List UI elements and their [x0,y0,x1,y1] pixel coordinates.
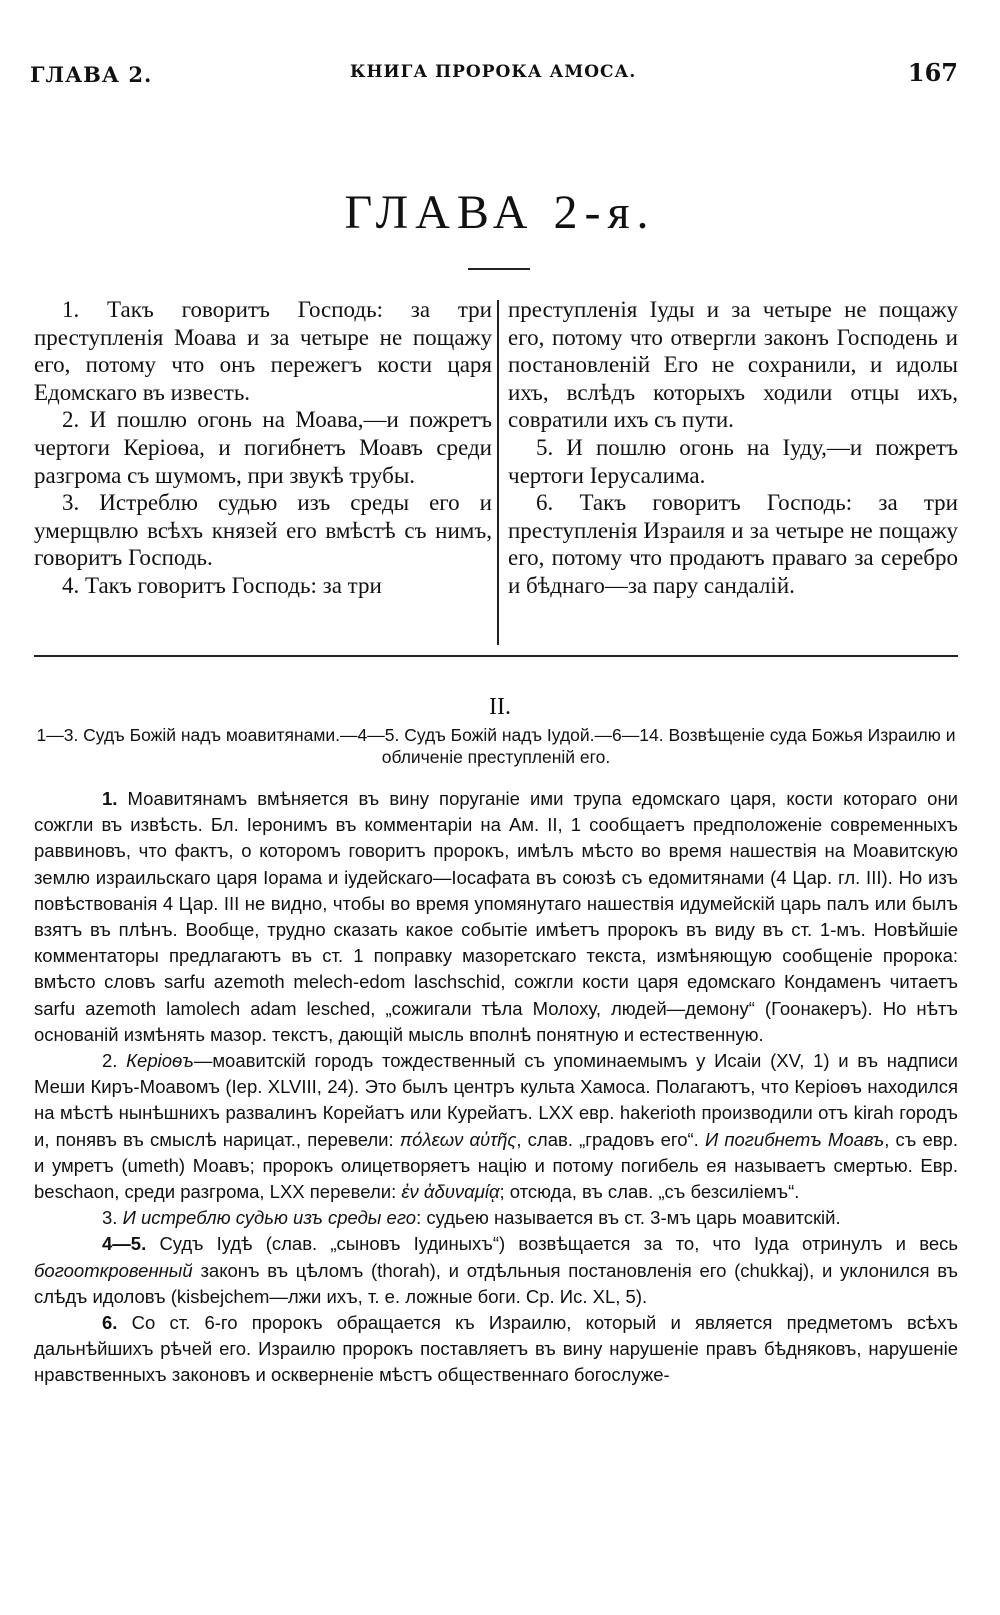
commentary-text: , съ евр. и умретъ (umeth) Моавъ; пророкъ олицетворяетъ націю и потому погибель ея называетъ смертью. Евр. beschaon, среди разгрома, LXX перевели: [34,1128,958,1203]
verse-3: 3. Истреблю судью изъ среды его и умерщвлю всѣхъ князей его вмѣстѣ съ нимъ, говоритъ Господь. [34,490,492,571]
running-head-book-title: КНИГА ПРОРОКА АМОСА. [350,62,637,82]
commentary-text: , слав. „градовъ его“. [516,1128,705,1150]
scripture-bottom-rule [34,655,958,657]
commentary-text: Судъ Іудѣ (слав. „сыновъ Іудиныхъ“) возвѣщается за то, что Іуда отринулъ и весь [159,1233,958,1255]
commentary-quote: И истреблю судью изъ среды его [122,1207,417,1229]
commentary [34,786,958,1389]
commentary-verse-2 [34,1048,958,1205]
commentary-text: —моавитскій городъ тождественный съ упоминаемымъ у Исаіи (XV, 1) и въ надписи Меши Киръ-Моавомъ (Іер. XLVIII, 24). Это былъ центръ культа Хамоса. Полагаютъ, что Керіоѳъ находился на мѣстѣ нынѣшнихъ развалинъ Корейатъ или Курейатъ. LXX евр. hakerioth производили отъ kirah городъ и, понявъ въ смыслѣ нарицат., перевели: [34,1050,958,1150]
running-head-chapter: ГЛАВА 2. [30,62,153,87]
commentary-verse-number: 1. [102,788,118,809]
commentary-verse-number: 6. [102,1312,118,1334]
verse-4-start: 4. Такъ говоритъ Господь: за три [62,572,382,598]
commentary-verse-4-5 [34,1231,958,1310]
running-head [30,58,958,92]
section-number: II. [489,694,511,720]
commentary-verse-number: 3. [102,1207,118,1229]
verse-5: 5. И пошлю огонь на Іуду,—и пожретъ чертоги Іерусалима. [508,434,958,488]
commentary-verse-6 [34,1310,958,1389]
greek-text: ἐν ἀδυναμίᾳ [401,1181,500,1203]
verse-4-continued: преступленія Іуды и за четыре не пощажу его, потому что отвергли законъ Господень и постановленій Его не сохранили, и идолы ихъ, вслѣдъ которыхъ ходили отцы ихъ, совратили ихъ съ пути. [508,297,958,433]
commentary-verse-number: 4—5. [102,1233,147,1255]
commentary-text: Моавитянамъ вмѣняется въ вину поруганіе ими трупа едомскаго царя, кости котораго они сожгли въ извѣсть. Бл. Іеронимъ въ комментаріи на Ам. II, 1 сообщаетъ предположеніе современныхъ раввиновъ, что фактъ, о которомъ говоритъ пророкъ, имѣлъ мѣсто во время нашествія на Моавитскую землю израильскаго царя Іорама и іудейскаго—Іосафата въ союзѣ съ едомитянами (4 Цар. гл. III). Но изъ повѣствованія 4 Цар. III не видно, чтобы во время упомянутаго нашествія идумейскій царь палъ или былъ взятъ въ плѣнъ. Вообще, трудно сказать какое событіе имѣетъ пророкъ въ виду въ ст. 1-мъ. Новѣйшіе комментаторы предлагаютъ въ ст. 1 поправку мазоретскаго текста, измѣняющую сообщеніе пророка: вмѣсто словъ sarfu azemoth melech-edom laschschid, сожгли кости царя едомскаго Кондаменъ читаетъ sarfu azemoth lamolech adam lesched, „сожигали тѣла Молоху, людей—демону“ (Гоонакеръ). Но нѣтъ основаній измѣнять мазор. текстъ, дающій мысль вполнѣ понятную и естественную. [34,788,958,1045]
column-divider [497,300,499,645]
verse-6: 6. Такъ говоритъ Господь: за три преступленія Израиля и за четыре не пощажу его, потому что продаютъ праваго за серебро и бѣднаго—за пару сандалій. [508,490,958,598]
chapter-title: ГЛАВА 2-я. [344,186,656,239]
scripture-columns [34,296,958,651]
commentary-verse-3 [34,1205,958,1231]
commentary-term: Керіоѳъ [126,1050,194,1072]
section-summary: 1—3. Судъ Божій надъ моавитянами.—4—5. Судъ Божій надъ Іудой.—6—14. Возвѣщеніе суда Божья Израилю и обличеніе преступленій его. [36,725,956,767]
commentary-text: Со ст. 6-го пророкъ обращается къ Израилю, который и является предметомъ всѣхъ дальнѣйшихъ рѣчей его. Израилю пророкъ поставляетъ въ вину нарушеніе правъ бѣдняковъ, нарушеніе нравственныхъ законовъ и оскверненіе мѣстъ общественнаго богослуже- [34,1312,958,1386]
commentary-text: законъ въ цѣломъ (thorah), и отдѣльныя постановленія его (chukkaj), и уклонился въ слѣдъ идоловъ (kisbejchem—лжи ихъ, т. е. ложные боги. Ср. Ис. XL, 5). [34,1259,958,1307]
commentary-text: ; отсюда, въ слав. „съ безсиліемъ“. [499,1181,800,1203]
greek-text: πόλεων αὐτῆς [399,1128,517,1150]
scripture-column-right [508,296,958,651]
commentary-emphasis: богооткровенный [34,1259,193,1281]
commentary-text: : судьею называется въ ст. 3-мъ царь моавитскій. [416,1207,841,1229]
commentary-verse-number: 2. [102,1050,118,1072]
scripture-column-left [34,296,492,651]
title-divider [468,268,530,270]
page-number: 167 [907,58,958,87]
commentary-verse-1 [34,786,958,1048]
verse-2: 2. И пошлю огонь на Моава,—и пожретъ чертоги Керіоѳа, и погибнетъ Моавъ среди разгрома съ шумомъ, при звукѣ трубы. [34,407,492,488]
verse-1: 1. Такъ говоритъ Господь: за три преступленія Моава и за четыре не пощажу его, потому что онъ пережегъ кости царя Едомскаго въ известь. [34,297,492,405]
commentary-quote: И погибнетъ Моавъ [704,1128,885,1150]
